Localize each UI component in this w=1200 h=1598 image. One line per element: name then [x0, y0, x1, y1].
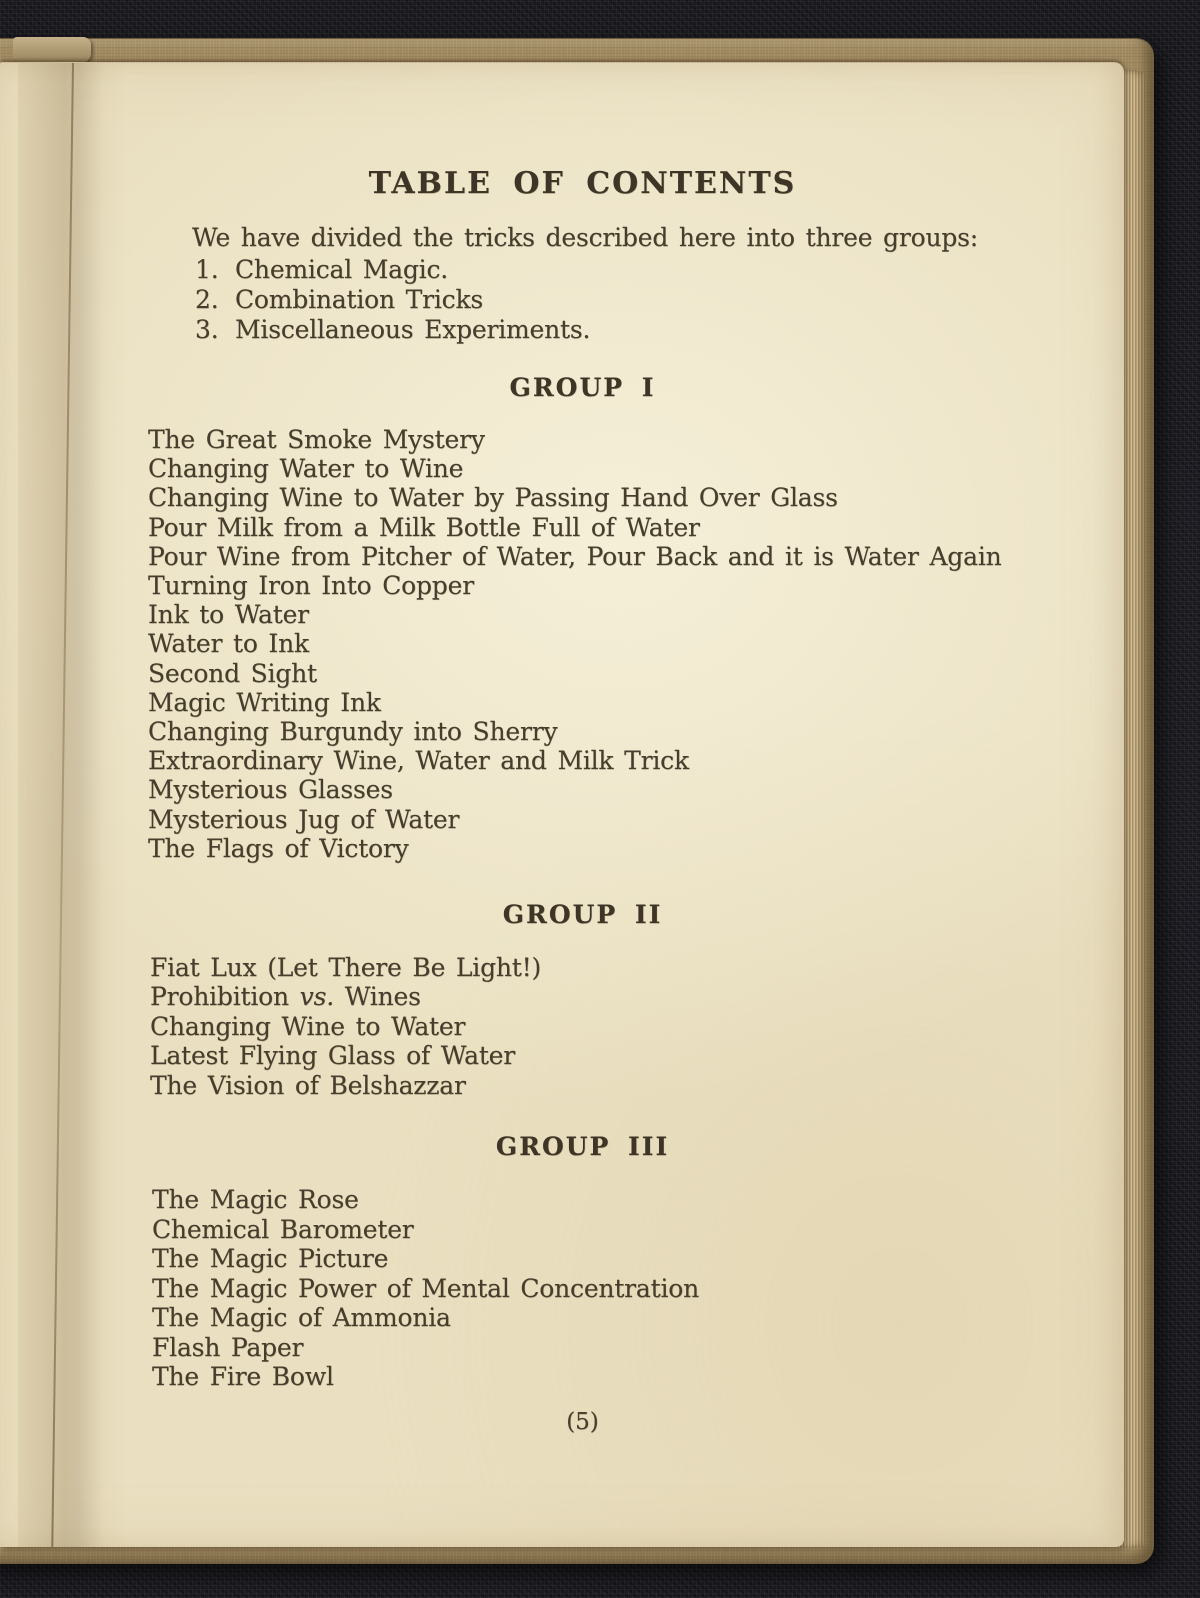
- toc-item: The Magic Rose: [152, 1185, 359, 1214]
- group-3-list: [152, 1185, 1112, 1392]
- page-number: (5): [566, 1409, 599, 1435]
- gutter-shadow: [18, 63, 128, 1547]
- overview-item: [195, 285, 895, 315]
- toc-item: Turning Iron Into Copper: [148, 571, 474, 601]
- toc-item: Mysterious Glasses: [148, 775, 393, 805]
- overview-item: [195, 315, 895, 345]
- group-3-heading: GROUP III: [495, 1132, 670, 1161]
- toc-item: Mysterious Jug of Water: [148, 804, 460, 834]
- toc-item: Water to Ink: [148, 629, 309, 659]
- toc-item: Ink to Water: [148, 600, 309, 630]
- intro-text: We have divided the tricks described here into three groups:: [192, 223, 978, 252]
- toc-item-italic: vs.: [299, 982, 334, 1012]
- toc-item: Changing Wine to Water by Passing Hand Over Glass: [148, 483, 838, 513]
- group-1-heading: GROUP I: [509, 373, 656, 402]
- toc-item: Changing Wine to Water: [150, 1011, 466, 1041]
- toc-item-text: Prohibition: [150, 982, 300, 1012]
- group-overview-list: [195, 255, 895, 345]
- toc-item: Latest Flying Glass of Water: [150, 1041, 516, 1071]
- toc-item: Changing Burgundy into Sherry: [148, 717, 558, 747]
- book-page: [0, 62, 1124, 1547]
- overview-item-label: Miscellaneous Experiments.: [235, 315, 591, 344]
- overview-item: [195, 255, 895, 285]
- toc-item: The Magic Power of Mental Concentration: [152, 1273, 700, 1303]
- gutter-crease-line: [51, 63, 74, 1547]
- toc-item: The Flags of Victory: [148, 833, 409, 863]
- toc-item: Chemical Barometer: [152, 1214, 414, 1244]
- toc-item: The Fire Bowl: [152, 1362, 334, 1391]
- group-2-heading: GROUP II: [502, 900, 663, 929]
- toc-item: The Magic Picture: [152, 1244, 389, 1273]
- group-2-list: [150, 953, 1110, 1100]
- toc-item: Extraordinary Wine, Water and Milk Trick: [148, 746, 689, 776]
- overview-item-label: Chemical Magic.: [235, 255, 449, 284]
- overview-item-number: 3.: [195, 315, 219, 344]
- toc-item: Magic Writing Ink: [148, 687, 381, 717]
- toc-item: Pour Wine from Pitcher of Water, Pour Back and it is Water Again: [148, 541, 1002, 571]
- toc-item: [150, 982, 1110, 1011]
- toc-item: Changing Water to Wine: [148, 454, 464, 484]
- toc-item: Second Sight: [148, 658, 317, 688]
- overview-item-label: Combination Tricks: [235, 285, 484, 314]
- overview-item-number: 1.: [195, 255, 219, 284]
- toc-item: Fiat Lux (Let There Be Light!): [150, 953, 542, 982]
- toc-item: Flash Paper: [152, 1332, 304, 1362]
- headband-notch: [13, 37, 91, 63]
- overview-item-number: 2.: [195, 285, 219, 314]
- page-title: TABLE OF CONTENTS: [368, 166, 797, 201]
- toc-item: The Magic of Ammonia: [152, 1303, 451, 1332]
- toc-item-text: Wines: [333, 982, 421, 1012]
- toc-item: The Great Smoke Mystery: [148, 425, 485, 454]
- toc-item: Pour Milk from a Milk Bottle Full of Water: [148, 512, 700, 542]
- group-1-list: [148, 425, 1108, 863]
- toc-item: The Vision of Belshazzar: [150, 1070, 466, 1100]
